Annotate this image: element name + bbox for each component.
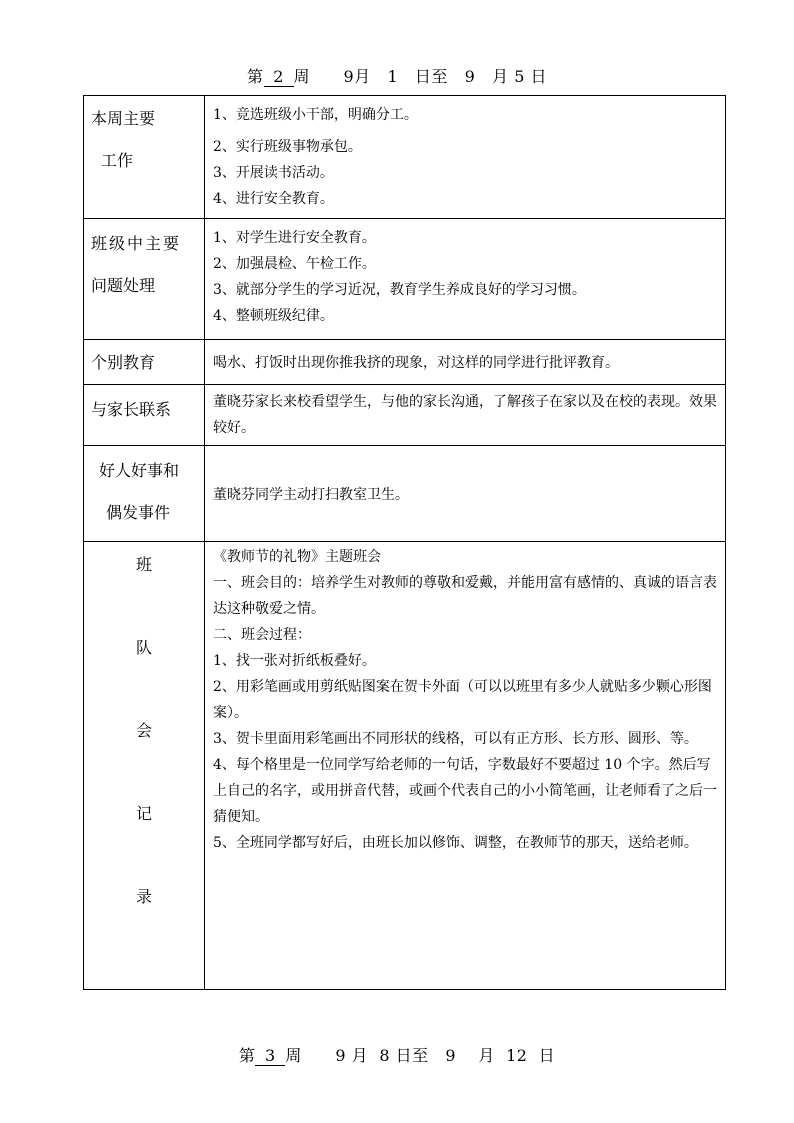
content-line: 4、进行安全教育。	[213, 191, 334, 207]
heading-date-range: 周 9 月 8 日至 9 月 12 日	[285, 1046, 556, 1065]
label-line: 班级中主要	[91, 234, 182, 253]
label-line: 与家长联系	[91, 400, 172, 419]
content-line: 5、全班同学都写好后，由班长加以修饰、调整，在教师节的那天，送给老师。	[213, 835, 698, 851]
label-line: 本周主要	[91, 109, 156, 128]
weekly-log-table	[83, 95, 726, 990]
heading-prefix: 第	[238, 1046, 256, 1065]
content-line: 3、开展读书活动。	[213, 165, 334, 181]
row-content-main-work	[205, 96, 726, 219]
content-line: 二、班会过程：	[213, 627, 311, 643]
week-number: 3	[255, 1047, 285, 1066]
label-char: 队	[135, 638, 152, 657]
content-line: 3、贺卡里面用彩笔画出不同形状的线格，可以有正方形、长方形、圆形、等。	[213, 731, 698, 747]
content-line: 喝水、打饭时出现你推我挤的现象，对这样的同学进行批评教育。	[213, 355, 619, 371]
row-label-parents	[84, 385, 205, 446]
content-line: 1、对学生进行安全教育。	[213, 230, 376, 246]
content-line: 2、加强晨检、午检工作。	[213, 256, 376, 272]
heading-date-range: 周 9月 1 日至 9 月 5 日	[293, 67, 547, 86]
content-line: 《教师节的礼物》主题班会	[213, 549, 381, 565]
content-line: 董晓芬同学主动打扫教室卫生。	[213, 487, 409, 503]
table-row	[84, 340, 726, 385]
label-char: 会	[135, 721, 152, 740]
table-row	[84, 96, 726, 219]
row-content-individual	[205, 340, 726, 385]
table-row	[84, 385, 726, 446]
row-content-parents	[205, 385, 726, 446]
content-line: 1、找一张对折纸板叠好。	[213, 653, 376, 669]
label-line: 个别教育	[91, 353, 156, 372]
content-line: 1、竞选班级小干部，明确分工。	[213, 107, 418, 123]
label-line: 问题处理	[91, 276, 156, 295]
row-content-issues	[205, 219, 726, 340]
row-label-issues	[84, 219, 205, 340]
week-3-heading	[0, 1043, 794, 1066]
week-2-heading	[0, 64, 794, 87]
row-label-good-deeds	[84, 446, 205, 542]
table-row	[84, 219, 726, 340]
label-char: 录	[135, 887, 152, 906]
heading-prefix: 第	[247, 67, 264, 86]
label-char: 记	[135, 804, 152, 823]
table-row	[84, 542, 726, 990]
label-line: 工作	[101, 151, 134, 170]
content-line: 4、整顿班级纪律。	[213, 308, 334, 324]
week-number: 2	[264, 68, 294, 87]
content-line: 董晓芬家长来校看望学生，与他的家长沟通，了解孩子在家以及在校的表现。效果较好。	[213, 394, 717, 436]
content-line: 4、每个格里是一位同学写给老师的一句话，字数最好不要超过 10 个字。然后写上自己的名字，或用拼音代替，或画个代表自己的小小简笔画，让老师看了之后一猜便知。	[213, 757, 717, 825]
label-line: 好人好事和	[99, 461, 180, 480]
row-label-individual	[84, 340, 205, 385]
content-line: 一、班会目的：培养学生对教师的尊敬和爱戴，并能用富有感情的、真诚的语言表达这种敬爱之情。	[213, 575, 717, 617]
row-label-main-work	[84, 96, 205, 219]
row-content-good-deeds	[205, 446, 726, 542]
row-content-meeting-record	[205, 542, 726, 990]
content-line: 3、就部分学生的学习近况，教育学生养成良好的学习习惯。	[213, 282, 586, 298]
content-line: 2、用彩笔画或用剪纸贴图案在贺卡外面（可以以班里有多少人就贴多少颗心形图案）。	[213, 679, 712, 721]
label-line: 偶发事件	[106, 503, 171, 522]
table-row	[84, 446, 726, 542]
row-label-meeting-record	[84, 542, 205, 990]
label-char: 班	[135, 555, 152, 574]
content-line: 2、实行班级事物承包。	[213, 139, 362, 155]
